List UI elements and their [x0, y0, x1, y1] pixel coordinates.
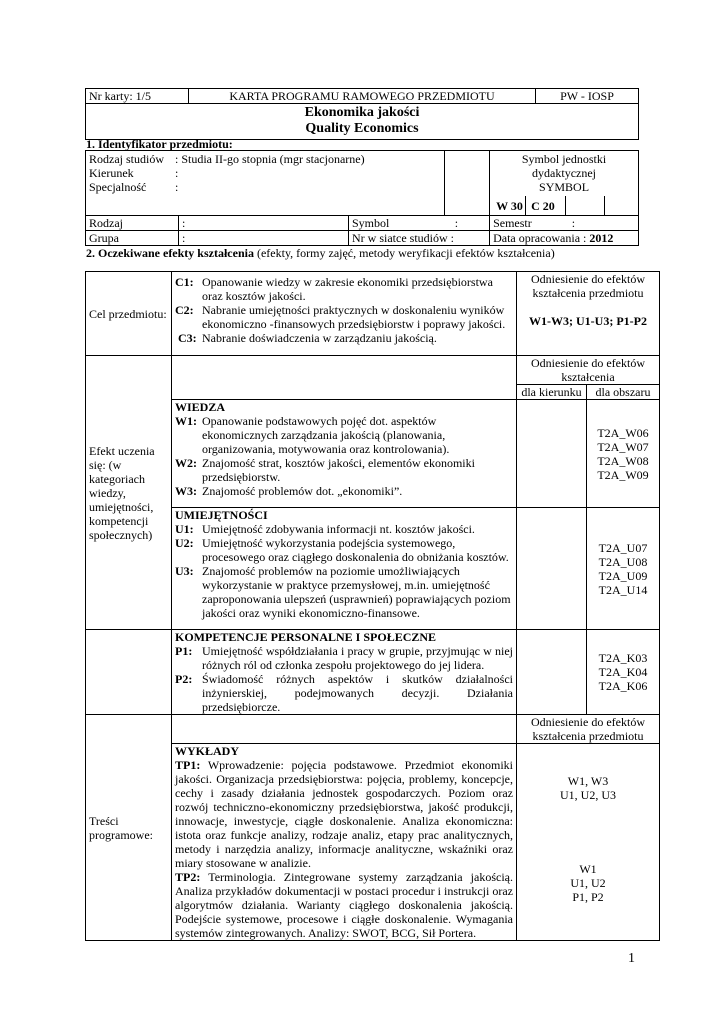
umiejetnosci-item-u1: U1: Umiejętność zdobywania informacji nt. kosztów jakości.	[175, 522, 475, 536]
section-2-heading-rest: (efekty, formy zajęć, metody weryfikacji efektów kształcenia)	[253, 246, 555, 260]
effects-table	[85, 271, 660, 941]
kierunek-label: Kierunek	[89, 166, 134, 180]
specjalnosc-value: :	[175, 180, 179, 194]
identifier-table	[85, 150, 639, 246]
wiedza-item-w1: W1: Opanowanie podstawowych pojęć dot. aspektów ekonomicznych zarządzania jakością (planowania, organizowania, motywowania oraz kontrolowania).	[175, 414, 450, 456]
efekty-header-empty	[172, 356, 517, 400]
tresci-reference-label: Odniesienie do efektów kształcenia przedmiotu	[517, 715, 660, 744]
semestr-label: Semestr	[493, 216, 532, 230]
umiejetnosci-item-u2: U2: Umiejętność wykorzystania podejścia systemowego, procesowego oraz ciągłego doskonalenia do obniżania kosztów.	[175, 536, 509, 564]
tresci-header-empty	[172, 715, 517, 744]
umiejetnosci-obszar-codes: T2A_U07 T2A_U08 T2A_U09 T2A_U14	[587, 508, 660, 630]
empty-cell	[445, 151, 490, 216]
cel-item-c2: C2: Nabranie umiejętności praktycznych w doskonaleniu wyników ekonomiczno -finansowych przedsiębiorstw i poprawy jakości.	[175, 303, 506, 331]
data-opracowania-label: Data opracowania :	[493, 231, 587, 245]
semestr-value: :	[571, 216, 576, 230]
section-1-heading: 1. Identyfikator przedmiotu:	[86, 137, 233, 151]
kompetencje-title: KOMPETENCJE PERSONALNE I SPOŁECZNE	[175, 630, 437, 644]
subject-title-en: Quality Economics	[305, 121, 419, 136]
tp2-text: TP2: Terminologia. Zintegrowane systemy zarządzania jakością. Analiza przykładów dokumentacji w postaci procedur i instrukcji oraz algorytmów działania. Warianty ciągłego doskonalenia jakością. Podejście systemowe, procesowe i ciągłe doskonalenie. Wymagania systemów zintegrowanych. Analizy: SWOT, BCG, Sił Portera.	[175, 870, 513, 940]
wyklady-cell	[172, 744, 517, 941]
rodzaj-value: :	[179, 216, 349, 231]
kompetencje-cell	[172, 630, 517, 715]
wyklady-title: WYKŁADY	[175, 744, 240, 758]
wiedza-cell	[172, 400, 517, 508]
efekty-label-continuation	[86, 630, 172, 715]
subject-title-cell	[86, 104, 639, 140]
kierunek-value: :	[175, 166, 179, 180]
cel-reference-label: Odniesienie do efektów kształcenia przedmiotu	[531, 272, 645, 300]
wiedza-obszar-codes: T2A_W06 T2A_W07 T2A_W08 T2A_W09	[587, 400, 660, 508]
symbol-label: SYMBOL	[539, 180, 590, 194]
dla-obszaru-label: dla obszaru	[587, 385, 660, 400]
card-number: Nr karty: 1/5	[86, 89, 189, 104]
symbol-unit-cell	[490, 151, 639, 216]
program-title: KARTA PROGRAMU RAMOWEGO PRZEDMIOTU	[189, 89, 536, 104]
symbol-row-value: :	[454, 216, 459, 230]
symbol-unit-title: Symbol jednostki dydaktycznej	[521, 152, 607, 180]
rodzaj-studiow-label: Rodzaj studiów	[89, 152, 164, 166]
cel-item-c1: C1: Opanowanie wiedzy w zakresie ekonomiki przedsiębiorstwa oraz kosztów jakości.	[175, 275, 493, 303]
umiejetnosci-item-u3: U3: Znajomość problemów na poziomie umożliwiających wykorzystanie w praktyce przemysłowej, m.in. umiejętność zaproponowania ulepszeń (usprawnień) poprawiających poziom jakości oraz wyniki ekonomiczno-finansowe.	[175, 564, 511, 620]
rodzaj-label: Rodzaj	[86, 216, 179, 231]
efekty-reference-label: Odniesienie do efektów kształcenia	[517, 356, 660, 385]
semestr-cell	[490, 216, 639, 231]
hours-row	[490, 196, 638, 215]
data-opracowania-cell	[490, 231, 639, 246]
cel-reference-cell	[517, 272, 660, 356]
symbol-row-cell	[349, 216, 490, 231]
study-info-cell	[86, 151, 445, 216]
efekty-label: Efekt uczenia się: (w kategoriach wiedzy, umiejętności, kompetencji społecznych)	[86, 356, 172, 630]
page-number: 1	[628, 951, 635, 966]
umiejetnosci-cell	[172, 508, 517, 630]
cel-items	[172, 272, 517, 356]
rodzaj-studiow-value: : Studia II-go stopnia (mgr stacjonarne)	[175, 152, 365, 166]
cel-reference-codes: W1-W3; U1-U3; P1-P2	[529, 314, 647, 328]
kompetencje-kierunek-codes	[517, 630, 587, 715]
dla-kierunku-label: dla kierunku	[517, 385, 587, 400]
wiedza-item-w3: W3: Znajomość problemów dot. „ekonomiki”.	[175, 484, 403, 498]
umiejetnosci-title: UMIEJĘTNOŚCI	[175, 508, 268, 522]
section-2-heading	[86, 246, 555, 261]
kompetencje-item-p1: P1: Umiejętność współdziałania i pracy w grupie, przyjmując w niej różnych ról od członka zespołu projektowego do jej lidera.	[175, 644, 513, 672]
grupa-label: Grupa	[86, 231, 179, 246]
umiejetnosci-kierunek-codes	[517, 508, 587, 630]
nr-siatce-label: Nr w siatce studiów :	[349, 231, 490, 246]
wiedza-item-w2: W2: Znajomość strat, kosztów jakości, elementów ekonomiki przedsiębiorstw.	[175, 456, 475, 484]
exercise-hours: C 20	[526, 196, 566, 215]
cel-label: Cel przedmiotu:	[86, 272, 172, 356]
wiedza-title: WIEDZA	[175, 400, 226, 414]
data-opracowania-value: 2012	[589, 231, 614, 245]
tresci-label: Treści programowe:	[86, 715, 172, 941]
hours-empty-cell	[566, 196, 605, 215]
section-2-heading-bold: 2. Oczekiwane efekty kształcenia	[86, 246, 254, 260]
subject-title-pl: Ekonomika jakości	[304, 105, 420, 120]
specjalnosc-label: Specjalność	[89, 180, 147, 194]
lecture-hours: W 30	[490, 196, 526, 215]
kompetencje-obszar-codes: T2A_K03 T2A_K04 T2A_K06	[587, 630, 660, 715]
tp1-text: TP1: Wprowadzenie: pojęcia podstawowe. Przedmiot ekonomiki jakości. Organizacja przedsiębiorstwa: pojęcia, problemy, koncepcje, cechy i zasady działania jednostek gospodarczych. Poziom oraz rozwój techniczno-ekonomiczny przedsiębiorstwa, jakość produkcji, innowacje, inwestycje, ciągłe doskonalenie. Analiza ekonomiczna: istota oraz funkcje analizy, rodzaje analiz, etapy prac analitycznych, metody i narzędzia analizy, informacje analityczne, wskaźniki oraz miary stosowane w analizie.	[175, 758, 513, 870]
tresci-reference-codes: W1, W3 U1, U2, U3 W1 U1, U2 P1, P2	[517, 744, 660, 941]
symbol-row-label: Symbol	[352, 216, 390, 230]
header-table	[85, 88, 639, 140]
program-code: PW - IOSP	[536, 89, 639, 104]
kompetencje-item-p2: P2: Świadomość różnych aspektów i skutków działalności inżynierskiej, podejmowanych decyzji. Działania przedsiębiorcze.	[175, 672, 513, 714]
grupa-value: :	[179, 231, 349, 246]
cel-item-c3: C3: Nabranie doświadczenia w zarządzaniu jakością.	[178, 331, 437, 345]
wiedza-kierunek-codes	[517, 400, 587, 508]
